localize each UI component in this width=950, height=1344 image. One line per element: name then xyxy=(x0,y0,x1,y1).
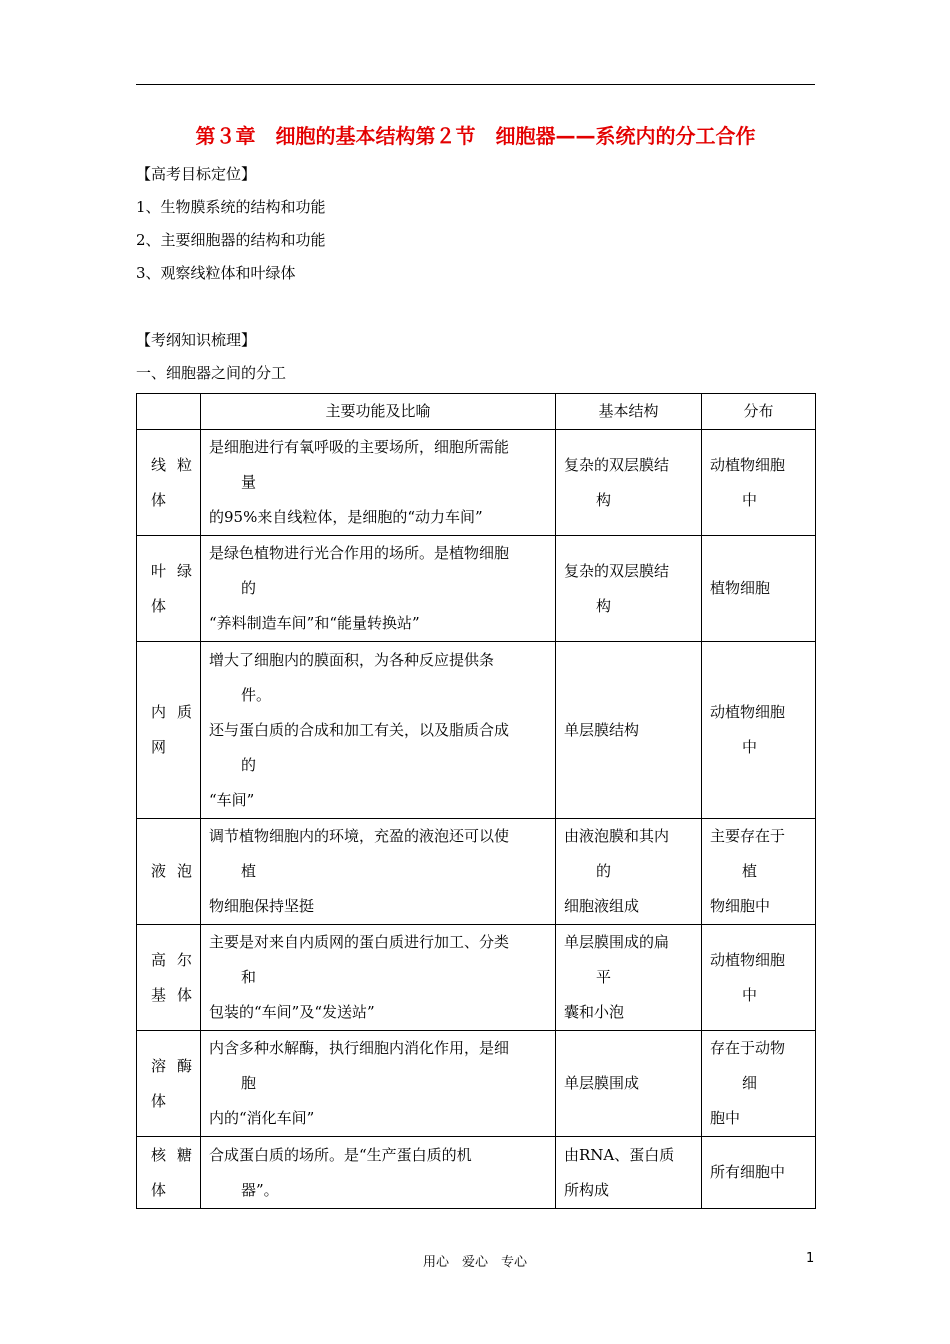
function-text: 器”。 xyxy=(241,1180,279,1199)
distribution-text: 植物细胞 xyxy=(710,579,771,597)
organelle-name: 叶绿 xyxy=(151,561,192,580)
distribution-text: 植 xyxy=(742,862,758,880)
structure-text: 复杂的双层膜结 xyxy=(564,561,670,580)
structure-text: 单层膜围成的扁 xyxy=(564,933,670,951)
table-row xyxy=(137,1137,816,1209)
organelle-table xyxy=(136,393,816,1209)
header-cell xyxy=(137,394,201,430)
table-header-row xyxy=(137,394,816,430)
distribution-cell xyxy=(702,1031,816,1137)
organelle-name-cell xyxy=(137,536,201,642)
function-text: 调节植物细胞内的环境，充盈的液泡还可以使 xyxy=(209,827,510,845)
organelle-name: 体 xyxy=(151,1091,167,1110)
structure-text: 细胞液组成 xyxy=(564,897,640,915)
distribution-text: 中 xyxy=(742,985,758,1004)
function-text: 内的“消化车间” xyxy=(209,1109,315,1127)
goal-item: 2、主要细胞器的结构和功能 xyxy=(136,231,326,249)
distribution-cell xyxy=(702,1137,816,1209)
goal-item: 3、观察线粒体和叶绿体 xyxy=(136,264,296,282)
structure-cell xyxy=(556,1137,702,1209)
header-cell: 主要功能及比喻 xyxy=(201,394,556,430)
organelle-name: 基体 xyxy=(151,985,192,1004)
page-number: 1 xyxy=(806,1251,815,1266)
function-cell xyxy=(201,642,556,819)
header-rule xyxy=(136,84,815,85)
distribution-text: 存在于动物 xyxy=(710,1039,786,1057)
distribution-text: 物细胞中 xyxy=(710,897,771,915)
function-text: 的 xyxy=(241,579,257,597)
structure-text: 的 xyxy=(596,862,612,880)
function-cell xyxy=(201,536,556,642)
distribution-cell xyxy=(702,819,816,925)
function-text: 包装的“车间”及“发送站” xyxy=(209,1003,375,1021)
structure-text: 单层膜围成 xyxy=(564,1074,640,1092)
distribution-text: 主要存在于 xyxy=(710,827,786,845)
organelle-name-cell xyxy=(137,642,201,819)
distribution-cell xyxy=(702,642,816,819)
organelle-name: 高尔 xyxy=(151,950,192,969)
table-row xyxy=(137,925,816,1031)
function-text: 的 xyxy=(241,755,257,774)
structure-cell xyxy=(556,430,702,536)
organelle-name-cell xyxy=(137,819,201,925)
table-row xyxy=(137,536,816,642)
organelle-name: 体 xyxy=(151,596,167,615)
table-row xyxy=(137,1031,816,1137)
distribution-text: 动植物细胞 xyxy=(710,455,786,474)
table-row xyxy=(137,819,816,925)
function-text: “养料制造车间”和“能量转换站” xyxy=(209,614,420,632)
structure-text: 囊和小泡 xyxy=(564,1003,625,1021)
distribution-text: 细 xyxy=(742,1074,758,1092)
structure-cell xyxy=(556,1031,702,1137)
function-text: 件。 xyxy=(241,685,272,704)
organelle-name: 核糖 xyxy=(151,1145,192,1164)
function-text: 胞 xyxy=(241,1074,257,1092)
function-text: 内含多种水解酶，执行细胞内消化作用，是细 xyxy=(209,1039,510,1057)
table-row xyxy=(137,642,816,819)
organelle-name: 体 xyxy=(151,490,167,509)
function-text: 增大了细胞内的膜面积，为各种反应提供条 xyxy=(209,650,495,669)
distribution-text: 动植物细胞 xyxy=(710,703,786,721)
organelle-name-cell xyxy=(137,925,201,1031)
function-cell xyxy=(201,819,556,925)
distribution-text: 动植物细胞 xyxy=(710,950,786,969)
distribution-cell xyxy=(702,430,816,536)
distribution-cell xyxy=(702,536,816,642)
organelle-name: 溶酶 xyxy=(151,1056,192,1075)
distribution-cell xyxy=(702,925,816,1031)
organelle-name-cell xyxy=(137,1031,201,1137)
organelle-name: 液泡 xyxy=(151,862,192,880)
organelle-name-cell xyxy=(137,1137,201,1209)
function-text: 和 xyxy=(241,968,257,986)
distribution-text: 所有细胞中 xyxy=(710,1163,786,1181)
function-text: 量 xyxy=(241,473,257,491)
structure-text: 平 xyxy=(596,968,612,986)
structure-cell xyxy=(556,925,702,1031)
structure-cell xyxy=(556,819,702,925)
function-text: 物细胞保持坚挺 xyxy=(209,897,315,915)
table-row xyxy=(137,430,816,536)
structure-cell xyxy=(556,536,702,642)
goal-item: 1、生物膜系统的结构和功能 xyxy=(136,198,326,216)
structure-text: 构 xyxy=(596,596,612,615)
distribution-text: 胞中 xyxy=(710,1109,741,1127)
header-cell: 基本结构 xyxy=(556,394,702,430)
function-cell xyxy=(201,925,556,1031)
structure-text: 所构成 xyxy=(564,1180,610,1199)
header-cell: 分布 xyxy=(702,394,816,430)
structure-text: 由液泡膜和其内 xyxy=(564,827,670,845)
page-title: 第３章 细胞的基本结构第２节 细胞器——系统内的分工合作 xyxy=(195,124,756,148)
function-text: 的95%来自线粒体，是细胞的“动力车间” xyxy=(209,508,483,526)
function-text: 是细胞进行有氧呼吸的主要场所，细胞所需能 xyxy=(209,438,510,456)
function-text: 还与蛋白质的合成和加工有关，以及脂质合成 xyxy=(209,720,510,739)
function-cell xyxy=(201,1031,556,1137)
distribution-text: 中 xyxy=(742,490,758,509)
structure-text: 复杂的双层膜结 xyxy=(564,455,670,474)
structure-cell xyxy=(556,642,702,819)
structure-text: 构 xyxy=(596,490,612,509)
organelle-name: 体 xyxy=(151,1180,167,1199)
section-heading-goals: 【高考目标定位】 xyxy=(136,165,257,183)
section-heading-knowledge: 【考纲知识梳理】 xyxy=(136,331,257,349)
function-text: 植 xyxy=(241,862,257,880)
function-cell xyxy=(201,430,556,536)
page-footer: 用心 爱心 专心 xyxy=(422,1255,527,1270)
section-subheading: 一、细胞器之间的分工 xyxy=(136,364,287,382)
function-text: “车间” xyxy=(209,790,255,809)
function-text: 是绿色植物进行光合作用的场所。是植物细胞 xyxy=(209,544,510,562)
structure-text: 由RNA、蛋白质 xyxy=(564,1145,675,1164)
organelle-name-cell xyxy=(137,430,201,536)
function-text: 合成蛋白质的场所。是“生产蛋白质的机 xyxy=(209,1145,472,1164)
structure-text: 单层膜结构 xyxy=(564,720,640,739)
organelle-name: 网 xyxy=(151,738,167,756)
organelle-name: 线粒 xyxy=(151,455,192,474)
function-cell xyxy=(201,1137,556,1209)
function-text: 主要是对来自内质网的蛋白质进行加工、分类 xyxy=(209,933,510,951)
organelle-name: 内质 xyxy=(151,703,192,721)
distribution-text: 中 xyxy=(742,738,758,756)
